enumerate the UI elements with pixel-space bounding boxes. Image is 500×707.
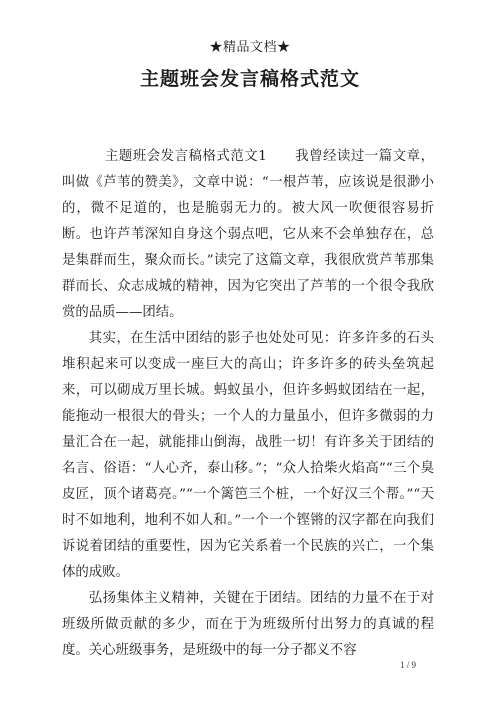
page-header: ★精品文档★ (209, 40, 291, 55)
paragraph-1: 主题班会发言稿格式范文1 我曾经读过一篇文章，叫做《芦苇的赞美》，文章中说：“一根芦苇，应该说是很渺小的，微不足道的，也是脆弱无力的。被大风一吹便很容易折断。也许芦苇深知自身这个弱点吧，它从来不会单独存在，总是集群而生，聚众而长。”读完了这篇文章，我很欣赏芦苇那集群而长、众志成城的精神，因为它突出了芦苇的一个很令我欣赏的品质——团结。 (62, 149, 434, 320)
document-title: 主题班会发言稿格式范文 (139, 68, 360, 90)
page-number: 1 / 9 (399, 660, 416, 670)
document-body (62, 144, 434, 664)
paragraph-3: 弘扬集体主义精神，关键在于团结。团结的力量不在于对班级所做贡献的多少，而在于为班级所付出努力的真诚的程度。关心班级事务，是班级中的每一分子都义不容 (62, 591, 434, 658)
paragraph-2: 其实，在生活中团结的影子也处处可见：许多许多的石头堆积起来可以变成一座巨大的高山；许多许多的砖头垒筑起来，可以砌成万里长城。蚂蚁虽小，但许多蚂蚁团结在一起，能拖动一根很大的骨头；一个人的力量虽小，但许多微弱的力量汇合在一起，就能排山倒海，战胜一切！有许多关于团结的名言、俗语：“人心齐，泰山移。”；“众人拾柴火焰高”“三个臭皮匠，顶个诸葛亮。”“一个篱笆三个桩，一个好汉三个帮。”“天时不如地利，地利不如人和。”一个一个铿锵的汉字都在向我们诉说着团结的重要性，因为它关系着一个民族的兴亡，一个集体的成败。 (62, 331, 434, 580)
